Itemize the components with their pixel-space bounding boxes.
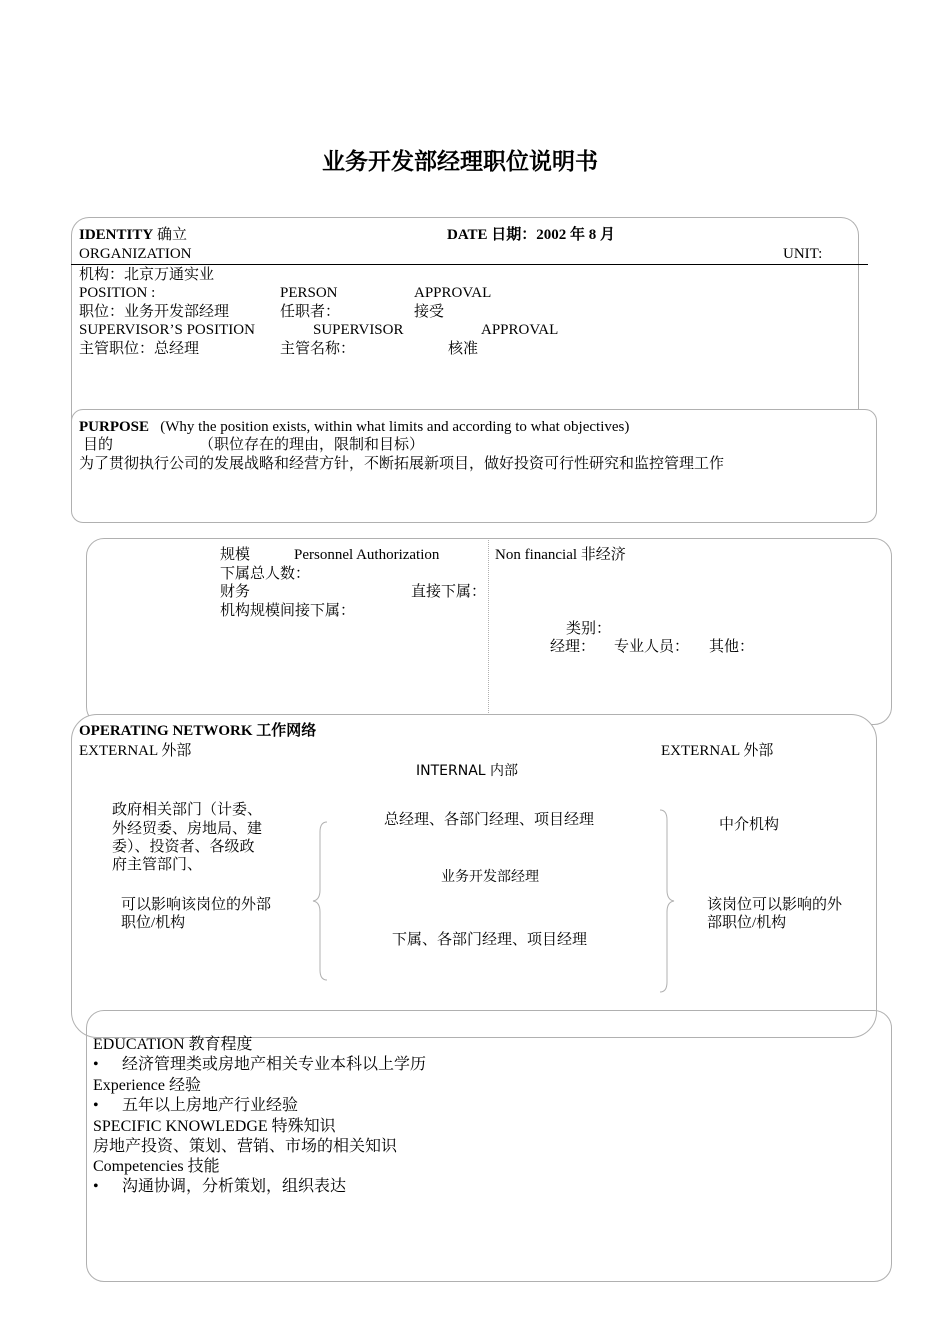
scale-label: 规模 xyxy=(220,547,251,563)
external-left-label: EXTERNAL 外部 xyxy=(79,743,192,759)
purpose-heading xyxy=(79,418,629,436)
right-external-list: 中介机构 xyxy=(719,817,780,833)
total-subordinates-label: 下属总人数： xyxy=(220,566,311,582)
approval-label: APPROVAL xyxy=(414,285,492,301)
page-title: 业务开发部经理职位说明书 xyxy=(322,149,598,174)
competencies-label: Competencies 技能 xyxy=(93,1158,220,1175)
experience-label: Experience 经验 xyxy=(93,1077,201,1094)
right-brace-icon xyxy=(658,808,678,994)
scale-divider xyxy=(488,540,489,715)
position-label: POSITION : xyxy=(79,285,156,301)
position-value: 职位：业务开发部经理 xyxy=(79,304,230,320)
organization-divider xyxy=(71,264,868,265)
knowledge-label: SPECIFIC KNOWLEDGE 特殊知识 xyxy=(93,1118,336,1135)
education-label: EDUCATION 教育程度 xyxy=(93,1036,253,1053)
competencies-item xyxy=(93,1178,347,1196)
finance-label: 财务 xyxy=(220,584,251,600)
experience-item xyxy=(93,1097,299,1115)
professionals-label: 专业人员： xyxy=(614,639,690,655)
direct-subordinates-label: 直接下属： xyxy=(411,584,487,600)
non-financial-label: Non financial 非经济 xyxy=(495,547,626,563)
supervisor-position-value: 主管职位：总经理 xyxy=(79,341,200,357)
internal-superiors: 总经理、各部门经理、项目经理 xyxy=(384,812,595,828)
left-external-list-line-3: 委）、投资者、各级政 xyxy=(112,839,255,855)
purpose-label: PURPOSE xyxy=(79,419,150,435)
network-title: OPERATING NETWORK 工作网络 xyxy=(79,723,317,739)
supervisor-position-label: SUPERVISOR’S POSITION xyxy=(79,322,255,338)
scale-section xyxy=(86,538,892,725)
purpose-cn-label: 目的 xyxy=(83,437,114,453)
purpose-description: (Why the position exists, within what limits and according to what objectives) xyxy=(160,419,630,435)
left-external-list-line-1: 政府相关部门（计委、 xyxy=(112,802,263,818)
unit-label: UNIT: xyxy=(783,246,823,262)
category-label: 类别： xyxy=(566,621,612,637)
bullet-icon: • xyxy=(93,1178,99,1195)
purpose-cn-description: （职位存在的理由，限制和目标） xyxy=(199,437,425,453)
position-node: 业务开发部经理 xyxy=(441,869,539,885)
supervisor-label: SUPERVISOR xyxy=(313,322,404,338)
competencies-item-text: 沟通协调，分析策划，组织表达 xyxy=(122,1178,347,1195)
left-note-line-1: 可以影响该岗位的外部 xyxy=(121,897,272,913)
education-item-text: 经济管理类或房地产相关专业本科以上学历 xyxy=(122,1056,427,1073)
approval-label-2: APPROVAL xyxy=(481,322,559,338)
person-label: PERSON xyxy=(280,285,338,301)
date-label: DATE 日期：2002 年 8 月 xyxy=(447,227,616,243)
right-note-line-1: 该岗位可以影响的外 xyxy=(707,897,843,913)
others-label: 其他： xyxy=(709,639,755,655)
left-brace-icon xyxy=(311,820,331,982)
identity-heading xyxy=(79,226,187,244)
identity-label: IDENTITY xyxy=(79,227,154,243)
organization-label: ORGANIZATION xyxy=(79,246,192,262)
external-right-label: EXTERNAL 外部 xyxy=(661,743,774,759)
purpose-content: 为了贯彻执行公司的发展战略和经营方针，不断拓展新项目，做好投资可行性研究和监控管理工作 xyxy=(79,456,725,472)
internal-label: INTERNAL 内部 xyxy=(416,763,519,779)
accept-label: 接受 xyxy=(414,304,445,320)
knowledge-value: 房地产投资、策划、营销、市场的相关知识 xyxy=(93,1138,398,1155)
left-note-line-2: 职位/机构 xyxy=(121,915,186,931)
internal-subordinates: 下属、各部门经理、项目经理 xyxy=(392,932,588,948)
identity-cn-label: 确立 xyxy=(156,227,187,243)
bullet-icon: • xyxy=(93,1097,99,1114)
right-note-line-2: 部职位/机构 xyxy=(707,915,787,931)
experience-item-text: 五年以上房地产行业经验 xyxy=(122,1097,299,1114)
qualifications-overlap-cover xyxy=(87,1008,873,1035)
bullet-icon: • xyxy=(93,1056,99,1073)
indirect-subordinates-label: 机构规模间接下属： xyxy=(220,603,356,619)
left-external-list-line-2: 外经贸委、房地局、建 xyxy=(112,821,263,837)
managers-label: 经理： xyxy=(550,639,596,655)
personnel-authorization-label: Personnel Authorization xyxy=(294,547,440,563)
approve-label: 核准 xyxy=(448,341,479,357)
education-item xyxy=(93,1056,427,1074)
supervisor-name-label: 主管名称： xyxy=(280,341,356,357)
incumbent-label: 任职者： xyxy=(280,304,341,320)
organization-value: 机构：北京万通实业 xyxy=(79,267,215,283)
left-external-list-line-4: 府主管部门、 xyxy=(112,857,203,873)
